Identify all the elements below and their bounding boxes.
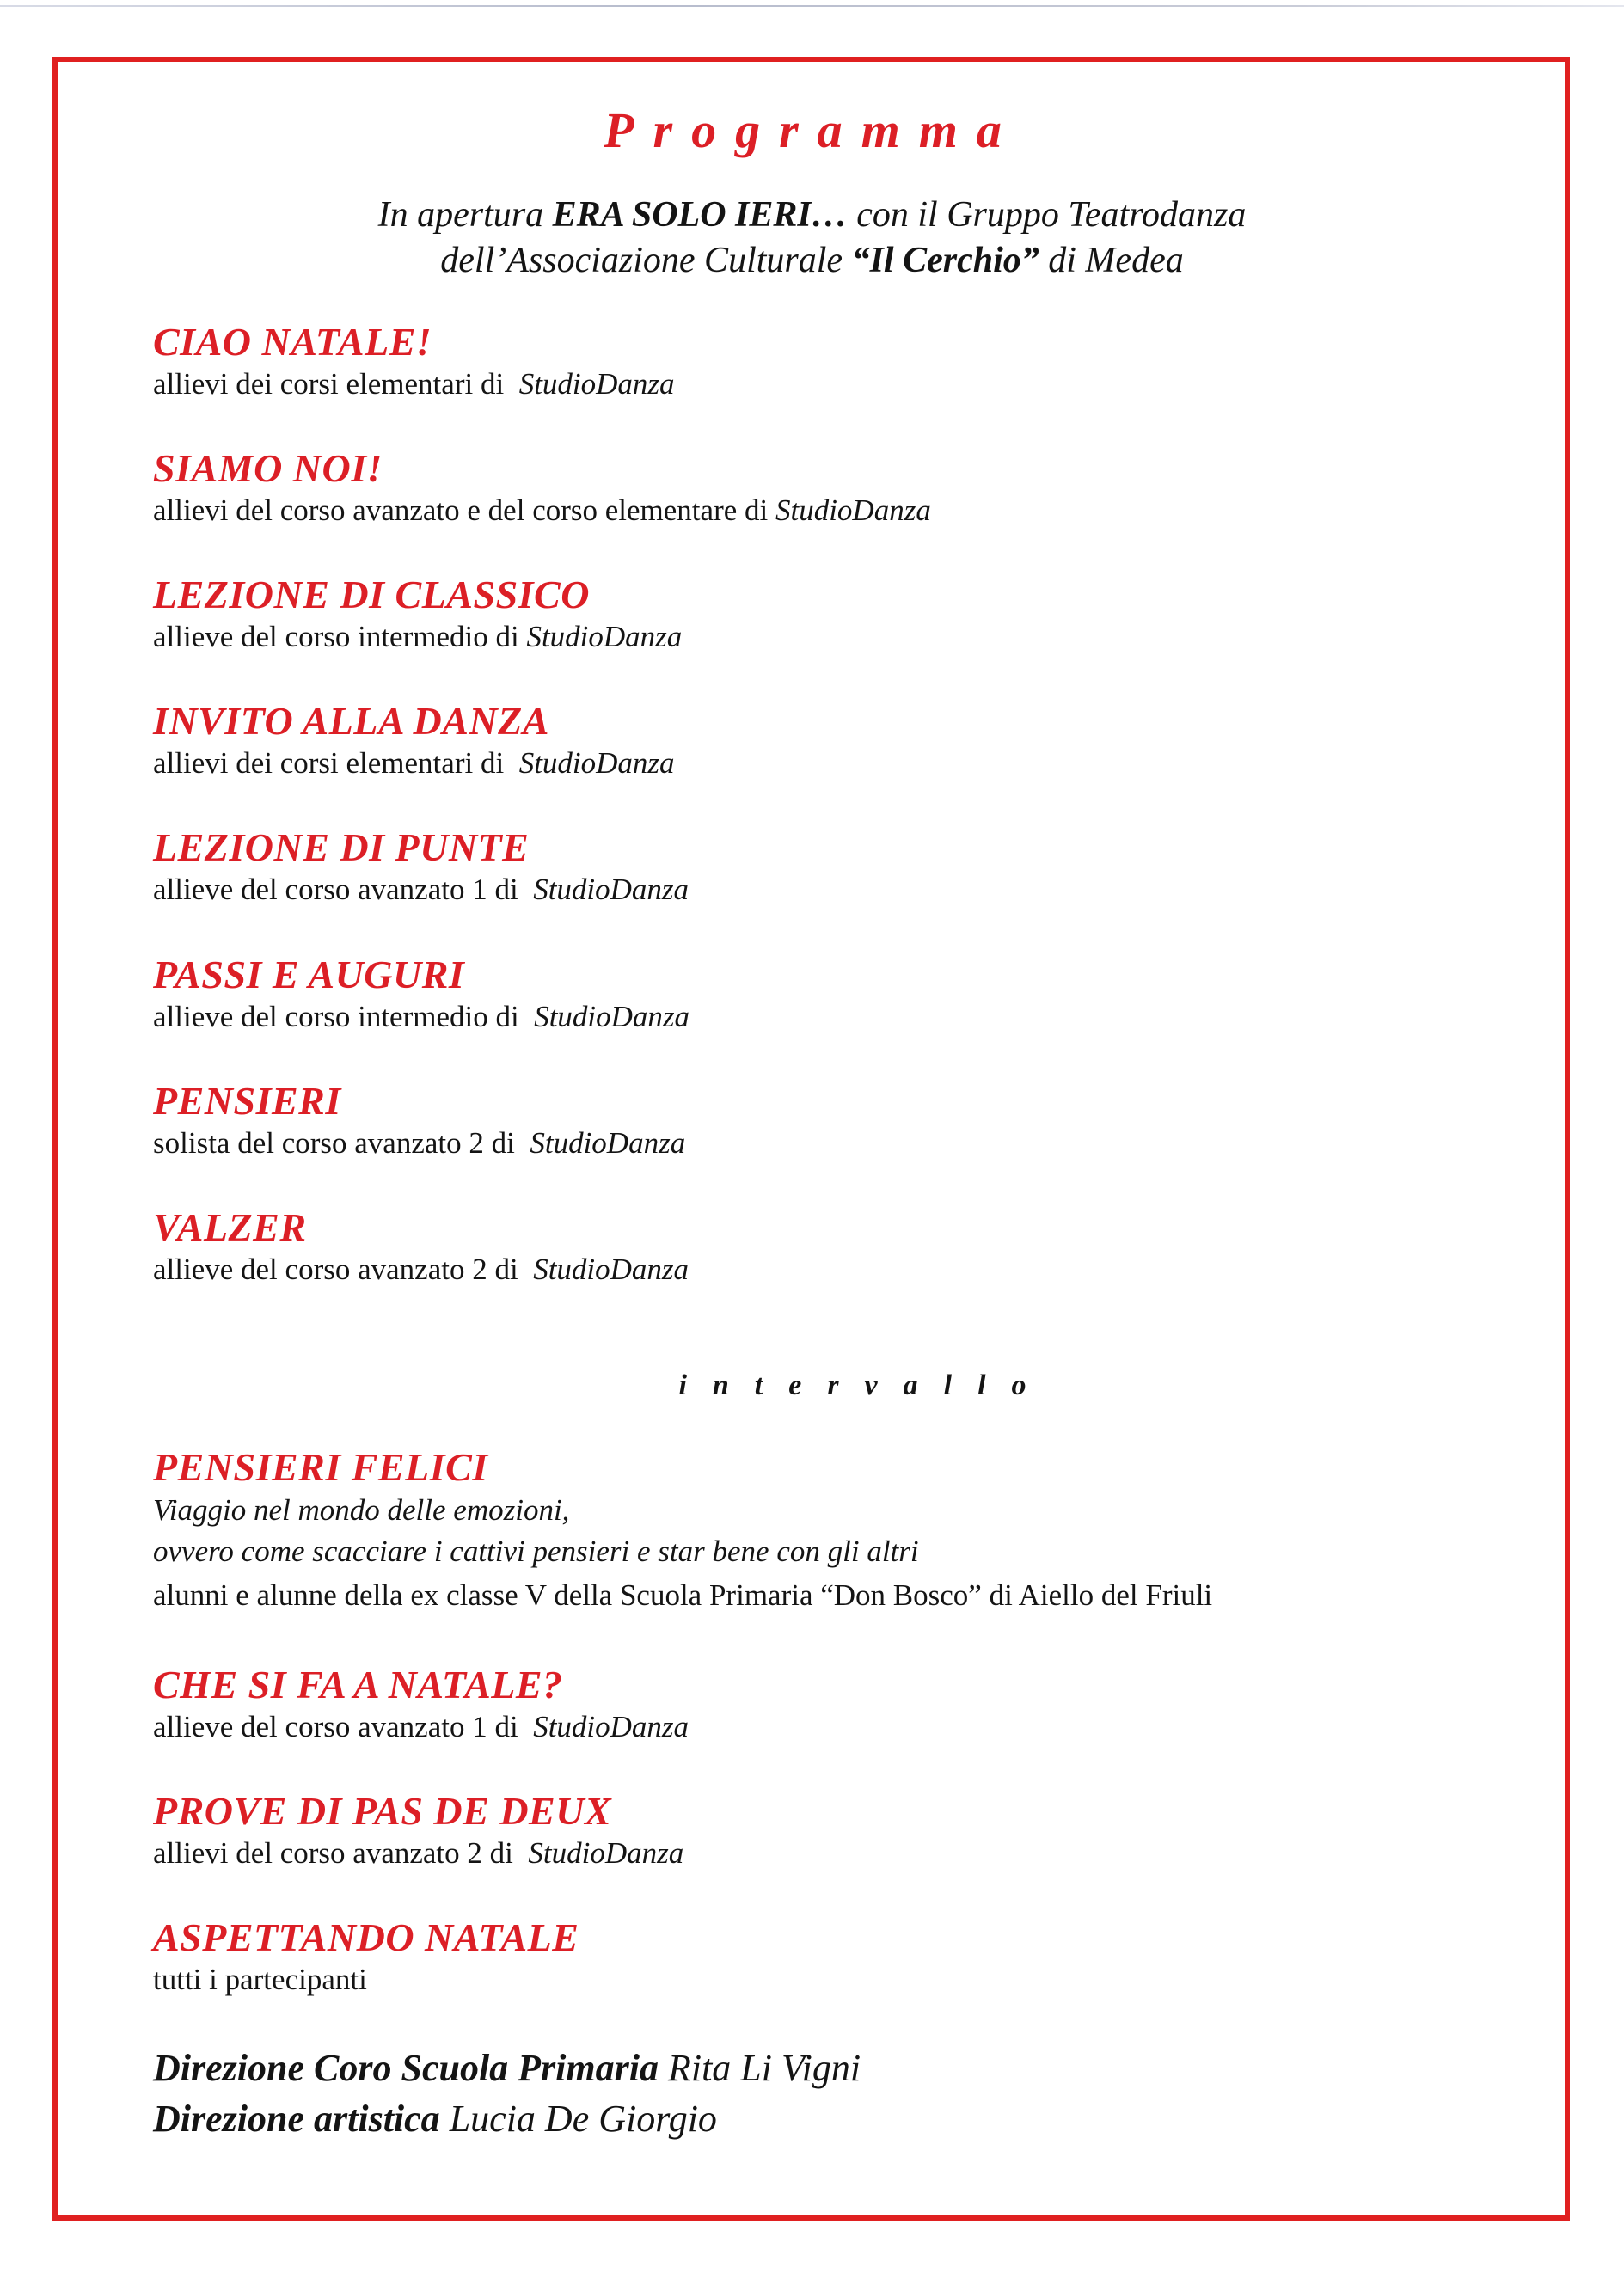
item-desc-text: allievi dei corsi elementari di [153, 367, 505, 401]
credit-role: Direzione Coro Scuola Primaria [153, 2047, 659, 2089]
credit-role: Direzione artistica [153, 2098, 440, 2140]
program-item [153, 446, 1529, 530]
studio-name: StudioDanza [533, 873, 689, 906]
item-desc-text: allievi del corso avanzato 2 di [153, 1836, 513, 1870]
item-desc-text: allieve del corso avanzato 2 di [153, 1253, 518, 1286]
item-desc-text: allievi dei corsi elementari di [153, 746, 505, 780]
studio-name: StudioDanza [534, 1000, 690, 1033]
studio-name: StudioDanza [526, 620, 683, 653]
program-item [153, 320, 1529, 404]
association-name: “Il Cerchio” [851, 241, 1039, 280]
item-desc [153, 617, 1529, 657]
item-desc [153, 365, 1529, 404]
item-desc [153, 491, 1529, 530]
item-title: CHE SI FA A NATALE? [153, 1663, 563, 1706]
item-desc-text: allievi del corso avanzato e del corso elementare di [153, 493, 769, 527]
item-desc [153, 1124, 1529, 1163]
item-desc [153, 870, 1529, 910]
item-desc-text: solista del corso avanzato 2 di [153, 1126, 515, 1160]
opening-show-title: ERA SOLO IERI… [552, 195, 848, 235]
intro-prefix-2: dell’Associazione Culturale [440, 241, 852, 280]
item-desc-text: allieve del corso intermedio di [153, 620, 519, 653]
studio-name: StudioDanza [528, 1836, 684, 1870]
studio-name: StudioDanza [533, 1710, 689, 1743]
credit-name: Rita Li Vigni [667, 2047, 861, 2089]
intro-line-1 [0, 193, 1624, 237]
item-desc: tutti i partecipanti [153, 1963, 367, 1996]
item-subtitle-line-2: ovvero come scacciare i cattivi pensieri e star bene con gli altri [153, 1535, 919, 1568]
item-desc [153, 1834, 1529, 1873]
credit-name: Lucia De Giorgio [449, 2098, 717, 2140]
program-item [153, 573, 1529, 657]
item-title: CIAO NATALE! [153, 320, 432, 364]
item-title: SIAMO NOI! [153, 446, 383, 490]
studio-name: StudioDanza [518, 746, 675, 780]
item-title: PENSIERI FELICI [153, 1445, 488, 1489]
item-desc [153, 1250, 1529, 1290]
program-item [153, 1915, 1529, 2000]
program-item [153, 1663, 1529, 1747]
featured-program-item [153, 1445, 1529, 1615]
program-item [153, 953, 1529, 1037]
intro-line-2 [0, 238, 1624, 283]
page-title: Programma [604, 102, 1020, 158]
credit-artistic-direction [153, 2094, 1529, 2144]
interval-label: intervallo [678, 1369, 1052, 1401]
item-desc-text: allieve del corso avanzato 1 di [153, 1710, 518, 1743]
item-title: ASPETTANDO NATALE [153, 1915, 579, 1959]
item-desc-text: allieve del corso intermedio di [153, 1000, 519, 1033]
intro-prefix: In apertura [377, 195, 553, 235]
studio-name: StudioDanza [533, 1253, 689, 1286]
item-desc [153, 997, 1529, 1037]
item-title: PASSI E AUGURI [153, 953, 465, 996]
program-item [153, 1789, 1529, 1873]
item-desc [153, 744, 1529, 783]
item-subtitle-line-1: Viaggio nel mondo delle emozioni, [153, 1493, 570, 1527]
studio-name: StudioDanza [775, 493, 931, 527]
program-item [153, 1079, 1529, 1163]
intro-suffix: con il Gruppo Teatrodanza [847, 195, 1247, 235]
top-rule [0, 5, 1624, 7]
item-desc-text: allieve del corso avanzato 1 di [153, 873, 518, 906]
item-desc [153, 1707, 1529, 1747]
item-desc: alunni e alunne della ex classe V della Scuola Primaria “Don Bosco” di Aiello del Friuli [153, 1578, 1213, 1612]
item-title: VALZER [153, 1205, 307, 1249]
item-title: PROVE DI PAS DE DEUX [153, 1789, 612, 1833]
item-title: INVITO ALLA DANZA [153, 699, 549, 743]
intro-suffix-2: di Medea [1039, 241, 1184, 280]
program-item [153, 825, 1529, 910]
credit-choir-direction [153, 2043, 1529, 2093]
studio-name: StudioDanza [530, 1126, 686, 1160]
item-title: PENSIERI [153, 1079, 341, 1123]
program-item [153, 699, 1529, 783]
item-title: LEZIONE DI CLASSICO [153, 573, 590, 616]
studio-name: StudioDanza [518, 367, 675, 401]
item-title: LEZIONE DI PUNTE [153, 825, 530, 869]
program-item [153, 1205, 1529, 1290]
